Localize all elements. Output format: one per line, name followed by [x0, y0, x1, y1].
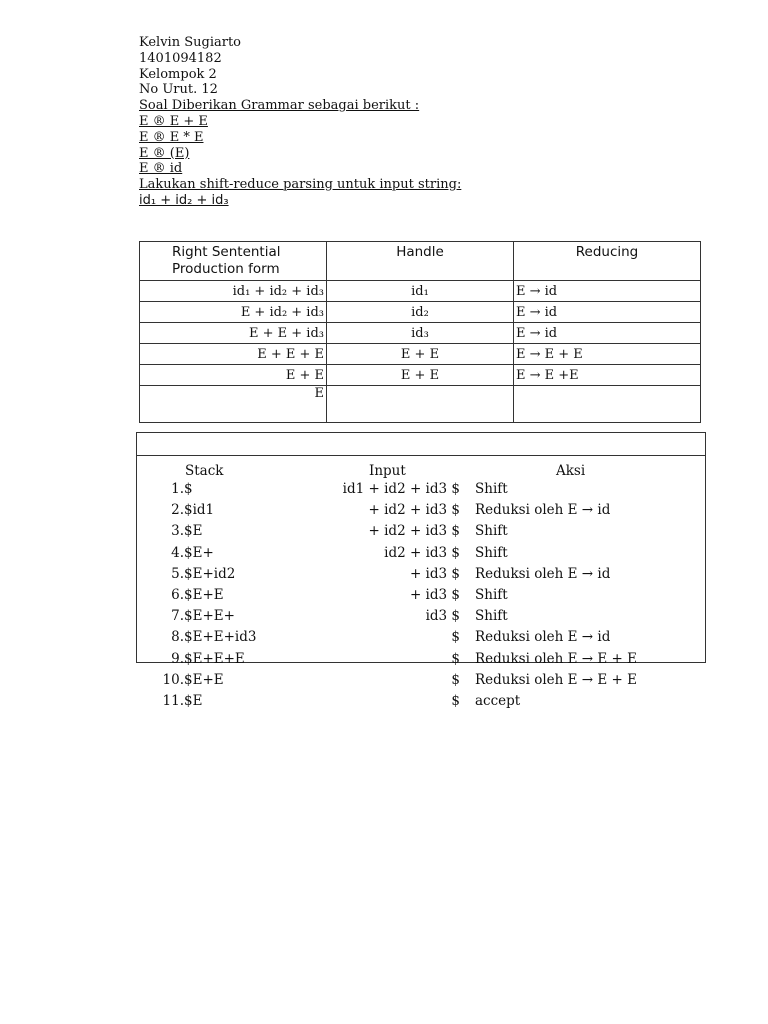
sentential-form: id₁ + id₂ + id₃	[140, 281, 327, 302]
action-cell: Shift	[475, 523, 508, 540]
stack-cell: $E+	[184, 544, 214, 561]
student-name: Kelvin Sugiarto	[139, 35, 241, 50]
input-cell: + id2 + id3 $	[368, 502, 460, 519]
grammar-rule: E ® id	[139, 161, 183, 177]
reduction-cell: E → E +E	[514, 365, 701, 386]
frame-divider	[137, 455, 705, 456]
stack-cell: $E+E	[184, 671, 224, 688]
trace-row	[0, 502, 768, 522]
grammar-rule: E ® E * E	[139, 129, 204, 145]
stack-cell: $id1	[184, 502, 215, 519]
stack-cell: $E+id2	[184, 565, 236, 582]
step-number: 1.	[171, 481, 184, 497]
action-cell: Shift	[475, 544, 508, 561]
reduction-cell: E → E + E	[514, 344, 701, 365]
input-cell: + id3 $	[409, 565, 460, 582]
trace-row	[0, 651, 768, 671]
handle-cell: E + E	[327, 365, 514, 386]
input-cell: $	[451, 693, 460, 709]
step-number: 5.	[171, 565, 184, 582]
action-cell: Reduksi oleh E → E + E	[475, 671, 637, 688]
stack-cell: $E+E+id3	[184, 629, 257, 646]
question-title: Soal Diberikan Grammar sebagai berikut :	[139, 98, 420, 114]
group-label: Kelompok 2	[139, 66, 217, 82]
action-cell: Reduksi oleh E → id	[475, 502, 611, 519]
table-row	[140, 344, 701, 365]
stack-cell: $E+E+E	[184, 650, 245, 667]
handle-cell: id₃	[327, 323, 514, 344]
action-cell: Shift	[475, 481, 508, 497]
grammar-rule: E ® (E)	[139, 145, 190, 161]
trace-row	[0, 629, 768, 649]
handle-cell: E + E	[327, 344, 514, 365]
stack-cell: $E	[184, 523, 203, 540]
handle-cell	[327, 386, 514, 423]
reduction-cell: E → id	[514, 302, 701, 323]
reduction-cell: E → id	[514, 281, 701, 302]
column-header: Right Sentential Production form	[140, 242, 327, 281]
step-number: 3.	[171, 523, 184, 540]
input-string: id₁ + id₂ + id₃	[139, 192, 229, 208]
input-cell: id1 + id2 + id3 $	[342, 481, 460, 497]
table-row	[140, 281, 701, 302]
step-number: 8.	[171, 629, 184, 646]
table-row	[140, 386, 701, 423]
stack-cell: $E	[184, 693, 203, 709]
table-row	[140, 302, 701, 323]
trace-row	[0, 672, 768, 692]
input-cell: + id2 + id3 $	[368, 523, 460, 540]
stack-cell: $E+E+	[184, 608, 235, 625]
action-cell: Shift	[475, 608, 508, 625]
step-number: 6.	[171, 587, 184, 603]
action-header: Aksi	[556, 463, 586, 479]
action-cell: Reduksi oleh E → id	[475, 565, 611, 582]
trace-row	[0, 608, 768, 628]
handle-table	[139, 241, 701, 423]
input-cell: id2 + id3 $	[384, 544, 460, 561]
sentential-form: E + E + E	[140, 344, 327, 365]
input-cell: id3 $	[425, 608, 460, 625]
grammar-rule: E ® E + E	[139, 113, 208, 129]
step-number: 9.	[171, 650, 184, 667]
action-cell: accept	[475, 693, 521, 709]
handle-cell: id₂	[327, 302, 514, 323]
sentential-form: E + E + id₃	[140, 323, 327, 344]
trace-row	[0, 587, 768, 607]
input-cell: $	[451, 650, 460, 667]
input-header: Input	[369, 463, 406, 479]
student-id: 1401094182	[139, 50, 222, 66]
trace-row	[0, 523, 768, 543]
sentential-form: E + E	[140, 365, 327, 386]
trace-row	[0, 693, 768, 713]
table-row	[140, 365, 701, 386]
sentential-form: E	[140, 386, 327, 423]
step-number: 2.	[171, 502, 184, 519]
trace-row	[0, 481, 768, 501]
column-header: Handle	[327, 242, 514, 281]
reduction-cell	[514, 386, 701, 423]
order-number: No Urut. 12	[139, 82, 218, 98]
trace-row	[0, 566, 768, 586]
task-instruction: Lakukan shift-reduce parsing untuk input string:	[139, 177, 462, 193]
stack-cell: $E+E	[184, 587, 224, 603]
handle-cell: id₁	[327, 281, 514, 302]
step-number: 11.	[162, 693, 184, 709]
handle-table-header	[140, 242, 701, 281]
input-cell: $	[451, 671, 460, 688]
document-header	[139, 35, 461, 209]
action-cell: Shift	[475, 587, 508, 603]
reduction-cell: E → id	[514, 323, 701, 344]
stack-header: Stack	[185, 463, 224, 479]
trace-row	[0, 545, 768, 565]
action-cell: Reduksi oleh E → id	[475, 629, 611, 646]
input-cell: + id3 $	[409, 587, 460, 603]
step-number: 7.	[171, 608, 184, 625]
column-header: Reducing	[514, 242, 701, 281]
input-cell: $	[451, 629, 460, 646]
sentential-form: E + id₂ + id₃	[140, 302, 327, 323]
step-number: 4.	[171, 544, 184, 561]
stack-cell: $	[184, 481, 193, 497]
table-row	[140, 323, 701, 344]
step-number: 10.	[162, 671, 184, 688]
action-cell: Reduksi oleh E → E + E	[475, 650, 637, 667]
